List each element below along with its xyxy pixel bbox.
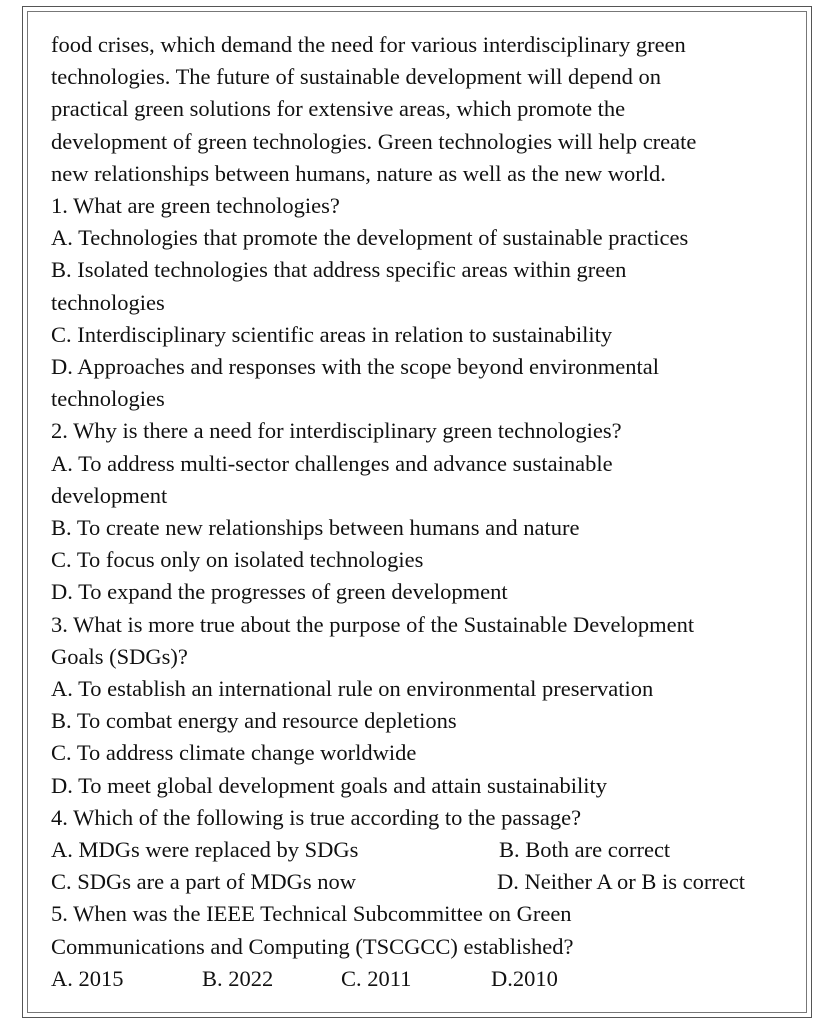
question-3-option-d: D. To meet global development goals and attain sustainability (51, 772, 608, 798)
question-1-text: 1. What are green technologies? (51, 193, 340, 219)
question-2-option-a-cont: development (51, 482, 168, 508)
reading-passage (51, 29, 791, 190)
question-5-text-cont: Communications and Computing (TSCGCC) established? (51, 933, 574, 959)
question-5-option-d: D.2010 (491, 965, 558, 991)
question-3-text: 3. What is more true about the purpose of the Sustainable Development (51, 611, 695, 637)
passage-line: food crises, which demand the need for various interdisciplinary green (51, 32, 686, 57)
question-2-option-d: D. To expand the progresses of green development (51, 579, 508, 605)
question-3-text-cont: Goals (SDGs)? (51, 643, 188, 669)
passage-line: practical green solutions for extensive areas, which promote the (51, 96, 626, 122)
question-4-option-a: A. MDGs were replaced by SDGs (51, 837, 359, 863)
question-3-option-a: A. To establish an international rule on environmental preservation (51, 676, 654, 702)
question-1-option-b-cont: technologies (51, 289, 165, 315)
question-1-option-c: C. Interdisciplinary scientific areas in relation to sustainability (51, 321, 613, 347)
document-body (51, 29, 791, 995)
question-2-option-c: C. To focus only on isolated technologies (51, 547, 424, 573)
question-2 (51, 415, 791, 608)
question-4-option-d: D. Neither A or B is correct (497, 869, 746, 895)
question-4 (51, 802, 791, 899)
question-4-option-b: B. Both are correct (499, 837, 671, 863)
question-5-options-row (51, 963, 791, 995)
question-2-option-a: A. To address multi-sector challenges and advance sustainable (51, 450, 613, 476)
question-4-text: 4. Which of the following is true according to the passage? (51, 804, 582, 830)
passage-line: technologies. The future of sustainable development will depend on (51, 64, 662, 90)
question-5-option-b: B. 2022 (202, 965, 274, 991)
question-2-option-b: B. To create new relationships between humans and nature (51, 515, 580, 541)
question-1-option-a: A. Technologies that promote the development of sustainable practices (51, 225, 689, 251)
question-5 (51, 898, 791, 995)
question-1-option-d: D. Approaches and responses with the scope beyond environmental (51, 354, 659, 380)
question-4-option-c: C. SDGs are a part of MDGs now (51, 869, 356, 895)
question-3-option-b: B. To combat energy and resource depletions (51, 708, 457, 734)
question-1-option-b: B. Isolated technologies that address specific areas within green (51, 257, 627, 283)
question-5-option-a: A. 2015 (51, 965, 124, 991)
question-3 (51, 609, 791, 802)
question-4-options-row-2 (51, 866, 791, 898)
question-1-option-d-cont: technologies (51, 386, 165, 412)
question-4-options-row-1 (51, 834, 791, 866)
passage-line: new relationships between humans, nature as well as the new world. (51, 160, 666, 186)
question-5-text: 5. When was the IEEE Technical Subcommittee on Green (51, 901, 572, 927)
question-5-option-c: C. 2011 (341, 965, 412, 991)
question-2-text: 2. Why is there a need for interdisciplinary green technologies? (51, 418, 622, 444)
passage-line: development of green technologies. Green technologies will help create (51, 128, 697, 154)
question-3-option-c: C. To address climate change worldwide (51, 740, 417, 766)
question-1 (51, 190, 791, 415)
